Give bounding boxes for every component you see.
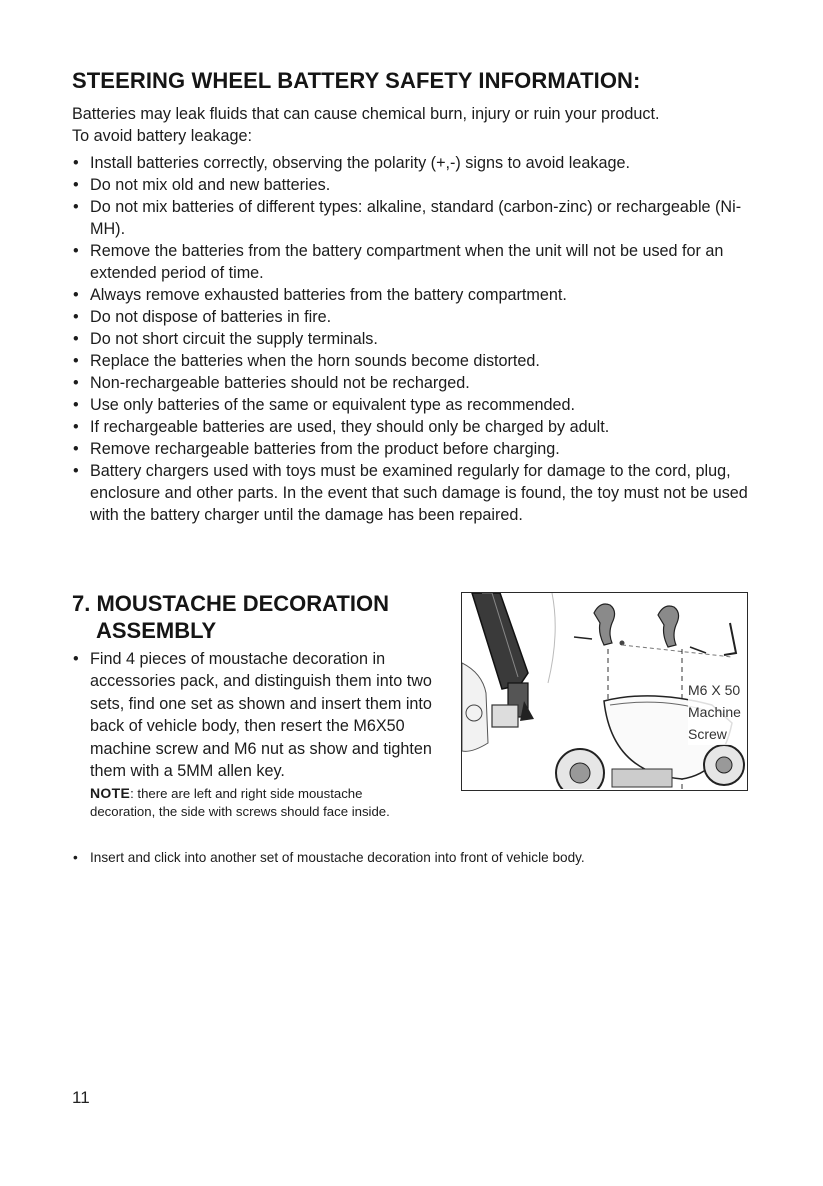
page-number: 11 bbox=[72, 1088, 90, 1107]
assembly-step: • Find 4 pieces of moustache decoration in accessories pack, and distinguish them into two sets, find one set as shown and insert them into back of vehicle body, then resert the M6X50 machine screw and M6 nut as show and tighten them with a 5MM allen key. bbox=[72, 648, 464, 782]
list-item: • Do not short circuit the supply terminals. bbox=[72, 328, 752, 350]
list-item: • If rechargeable batteries are used, they should only be charged by adult. bbox=[72, 416, 752, 438]
title-line-2: ASSEMBLY bbox=[96, 618, 217, 643]
list-item: • Battery chargers used with toys must be examined regularly for damage to the cord, plug, enclosure and other parts. In the event that such damage is found, the toy must not be used with the battery charger until the damage has been repaired. bbox=[72, 460, 752, 526]
moustache-assembly-illustration bbox=[461, 592, 748, 791]
callout-line-1: M6 X 50 bbox=[688, 682, 741, 698]
battery-safety-title: STEERING WHEEL BATTERY SAFETY INFORMATION: bbox=[72, 68, 641, 93]
list-item: • Use only batteries of the same or equivalent type as recommended. bbox=[72, 394, 752, 416]
battery-safety-list bbox=[72, 152, 752, 526]
note-label: NOTE bbox=[90, 785, 131, 801]
list-item: • Remove rechargeable batteries from the product before charging. bbox=[72, 438, 752, 460]
list-item: • Remove the batteries from the battery compartment when the unit will not be used for an extended period of time. bbox=[72, 240, 752, 284]
list-item: • Do not dispose of batteries in fire. bbox=[72, 306, 752, 328]
list-item: • Do not mix old and new batteries. bbox=[72, 174, 752, 196]
title-line-1: 7. MOUSTACHE DECORATION bbox=[72, 591, 389, 616]
list-item: • Do not mix batteries of different types: alkaline, standard (carbon-zinc) or rechargeable (Ni-MH). bbox=[72, 196, 752, 240]
intro-line-2: To avoid battery leakage: bbox=[72, 127, 252, 145]
list-item: • Always remove exhausted batteries from the battery compartment. bbox=[72, 284, 752, 306]
screw-callout bbox=[688, 679, 748, 745]
callout-line-2: Machine bbox=[688, 704, 741, 720]
steering-column-shape bbox=[472, 593, 528, 689]
moustache-assembly-title bbox=[72, 590, 452, 644]
list-item: • Install batteries correctly, observing the polarity (+,-) signs to avoid leakage. bbox=[72, 152, 752, 174]
assembly-step-front: • Insert and click into another set of moustache decoration into front of vehicle body. bbox=[72, 849, 790, 867]
list-item: • Replace the batteries when the horn sounds become distorted. bbox=[72, 350, 752, 372]
list-item: • Non-rechargeable batteries should not be recharged. bbox=[72, 372, 752, 394]
battery-safety-intro bbox=[72, 103, 762, 147]
note-text: : there are left and right side moustache decoration, the side with screws should face inside. bbox=[90, 786, 390, 819]
callout-line-3: Screw bbox=[688, 726, 727, 742]
assembly-steps bbox=[72, 648, 464, 782]
intro-line-1: Batteries may leak fluids that can cause chemical burn, injury or ruin your product. bbox=[72, 105, 660, 123]
assembly-note bbox=[90, 785, 430, 820]
